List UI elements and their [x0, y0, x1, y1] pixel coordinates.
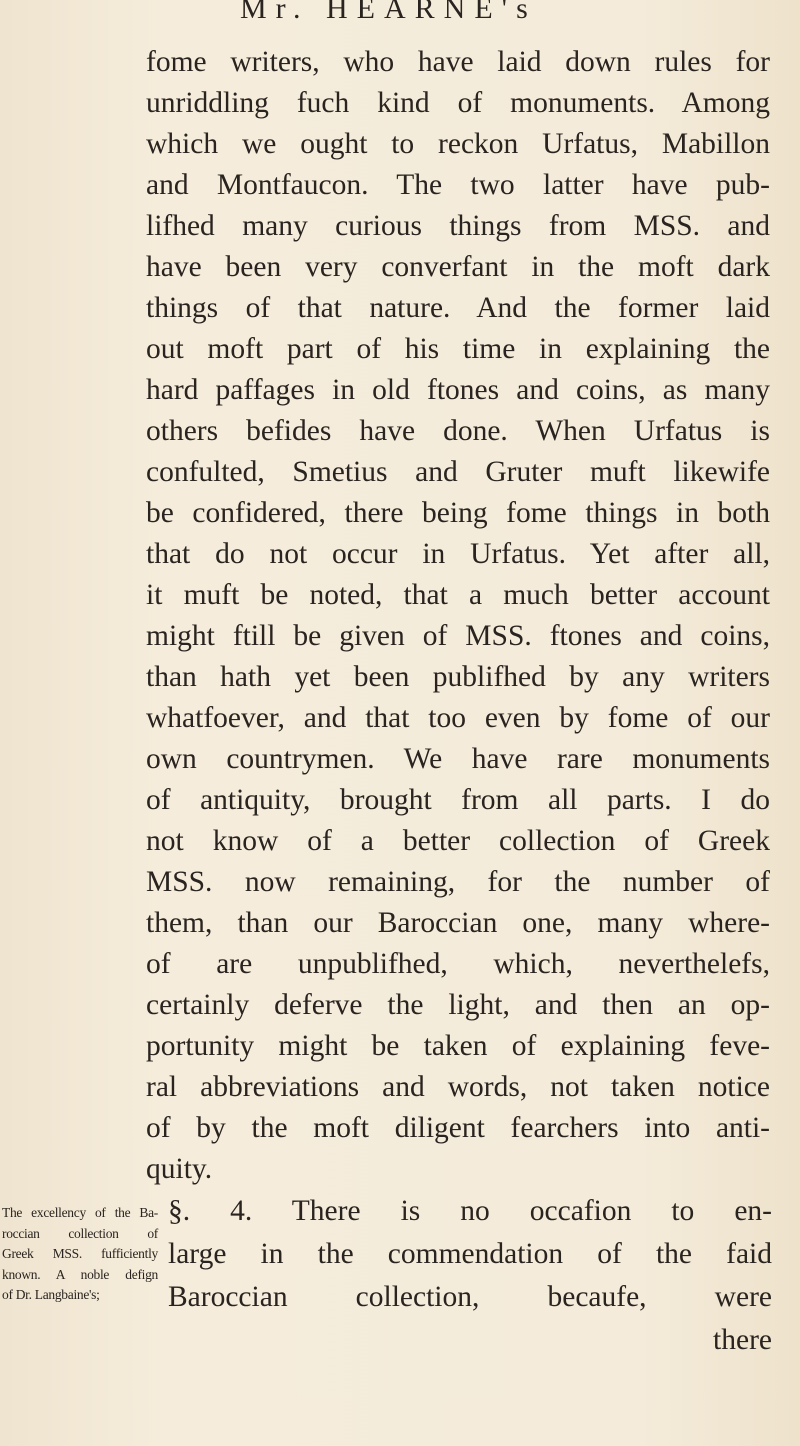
text-line: hard paffages in old ftones and coins, as many — [146, 374, 770, 406]
text-line: of antiquity, brought from all parts. I do — [146, 784, 770, 816]
text-line: own countrymen. We have rare monuments — [146, 743, 770, 775]
section-4-text — [168, 1190, 772, 1362]
text-line: others befides have done. When Urfatus is — [146, 415, 770, 447]
text-line: The excellency of the Ba- — [2, 1205, 158, 1220]
text-line: unriddling fuch kind of monuments. Among — [146, 87, 770, 119]
running-header: Mr. HEARNE's — [240, 0, 537, 25]
text-line: Baroccian collection, becaufe, were — [168, 1281, 772, 1313]
text-line: which we ought to reckon Urfatus, Mabillon — [146, 128, 770, 160]
text-line: that do not occur in Urfatus. Yet after all, — [146, 538, 770, 570]
text-line: not know of a better collection of Greek — [146, 825, 770, 857]
text-line: things of that nature. And the former laid — [146, 292, 770, 324]
text-line: it muft be noted, that a much better account — [146, 579, 770, 611]
text-line: lifhed many curious things from MSS. and — [146, 210, 770, 242]
text-line: out moft part of his time in explaining the — [146, 333, 770, 365]
text-line: roccian collection of — [2, 1225, 158, 1241]
text-line: be confidered, there being fome things in both — [146, 497, 770, 529]
text-line: quity. — [146, 1153, 213, 1185]
text-line: of are unpublifhed, which, neverthelefs, — [146, 948, 770, 980]
text-line: Greek MSS. fufficiently — [2, 1246, 158, 1261]
text-line: known. A noble defign — [2, 1266, 158, 1282]
body-text — [146, 42, 770, 1190]
margin-note — [2, 1203, 158, 1306]
text-line: and Montfaucon. The two latter have pub- — [146, 169, 770, 201]
text-line: there — [713, 1324, 772, 1356]
text-line: than hath yet been publifhed by any writers — [146, 661, 770, 693]
text-line: might ftill be given of MSS. ftones and coins, — [146, 620, 770, 652]
text-line: of by the moft diligent fearchers into anti- — [146, 1112, 770, 1144]
text-line: large in the commendation of the faid — [168, 1238, 772, 1270]
text-line: fome writers, who have laid down rules for — [146, 46, 770, 78]
text-line: confulted, Smetius and Gruter muft likewife — [146, 456, 770, 488]
text-line: portunity might be taken of explaining feve- — [146, 1030, 770, 1062]
text-line: of Dr. Langbaine's; — [2, 1287, 100, 1302]
text-line: have been very converfant in the moft dark — [146, 251, 770, 283]
text-line: §. 4. There is no occafion to en- — [168, 1195, 772, 1227]
text-line: MSS. now remaining, for the number of — [146, 866, 770, 898]
text-line: whatfoever, and that too even by fome of our — [146, 702, 770, 734]
text-line: ral abbreviations and words, not taken notice — [146, 1071, 770, 1103]
text-line: them, than our Baroccian one, many where- — [146, 907, 770, 939]
text-line: certainly deferve the light, and then an op- — [146, 989, 770, 1021]
